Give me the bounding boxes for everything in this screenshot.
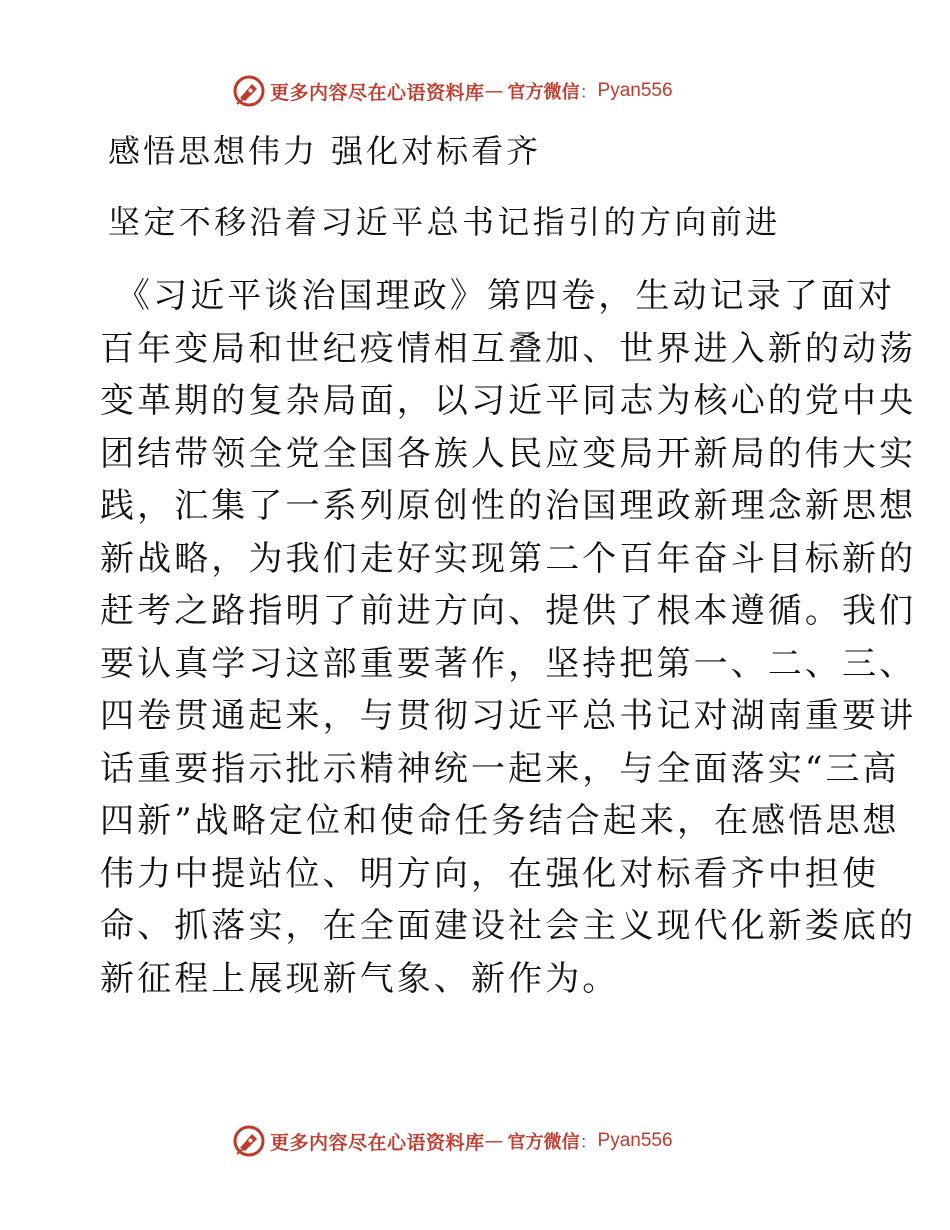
watermark-colon: ：	[579, 1132, 598, 1153]
watermark-separator: —	[484, 1130, 504, 1152]
body-line: 赶考之路指明了前进方向、提供了根本遵循。我们	[100, 591, 917, 631]
watermark-brand: 更多内容尽在心语资料库	[270, 1131, 485, 1154]
pen-nib-circle-icon	[232, 74, 266, 108]
header-watermark	[232, 74, 673, 108]
document-title: 感悟思想伟力 强化对标看齐	[108, 132, 542, 170]
document-body-paragraph	[100, 270, 917, 1005]
body-line: 团结带领全党全国各族人民应变局开新局的伟大实	[100, 433, 917, 474]
body-line: 话重要指示批示精神统一起来，与全面落实“三高	[100, 748, 900, 789]
body-line: 四新”战略定位和使命任务结合起来，在感悟思想	[100, 801, 900, 841]
watermark-label: 官方微信	[507, 82, 580, 103]
body-line: 伟力中提站位、明方向，在强化对标看齐中担使	[100, 853, 880, 894]
pen-nib-circle-icon	[232, 1124, 266, 1158]
body-line: 要认真学习这部重要著作，坚持把第一、二、三、	[100, 643, 917, 684]
body-line: 命、抓落实，在全面建设社会主义现代化新娄底的	[100, 906, 917, 946]
body-line: 新战略，为我们走好实现第二个百年奋斗目标新的	[100, 538, 917, 579]
body-line: 四卷贯通起来，与贯彻习近平总书记对湖南重要讲	[100, 696, 917, 736]
watermark-separator: —	[484, 80, 504, 102]
watermark-brand: 更多内容尽在心语资料库	[270, 81, 485, 104]
document-subtitle: 坚定不移沿着习近平总书记指引的方向前进	[108, 203, 781, 241]
watermark-wechat-id: Pyan556	[597, 1130, 673, 1151]
watermark-wechat-id: Pyan556	[597, 80, 673, 101]
body-line: 新征程上展现新气象、新作为。	[100, 958, 620, 999]
body-line: 变革期的复杂局面，以习近平同志为核心的党中央	[100, 381, 917, 421]
watermark-label: 官方微信	[507, 1132, 580, 1153]
footer-watermark	[232, 1124, 673, 1158]
body-line: 百年变局和世纪疫情相互叠加、世界进入新的动荡	[100, 328, 917, 369]
watermark-colon: ：	[579, 82, 598, 103]
body-line: 《习近平谈治国理政》第四卷，生动记录了面对	[116, 276, 896, 316]
body-line: 践，汇集了一系列原创性的治国理政新理念新思想	[100, 486, 917, 526]
